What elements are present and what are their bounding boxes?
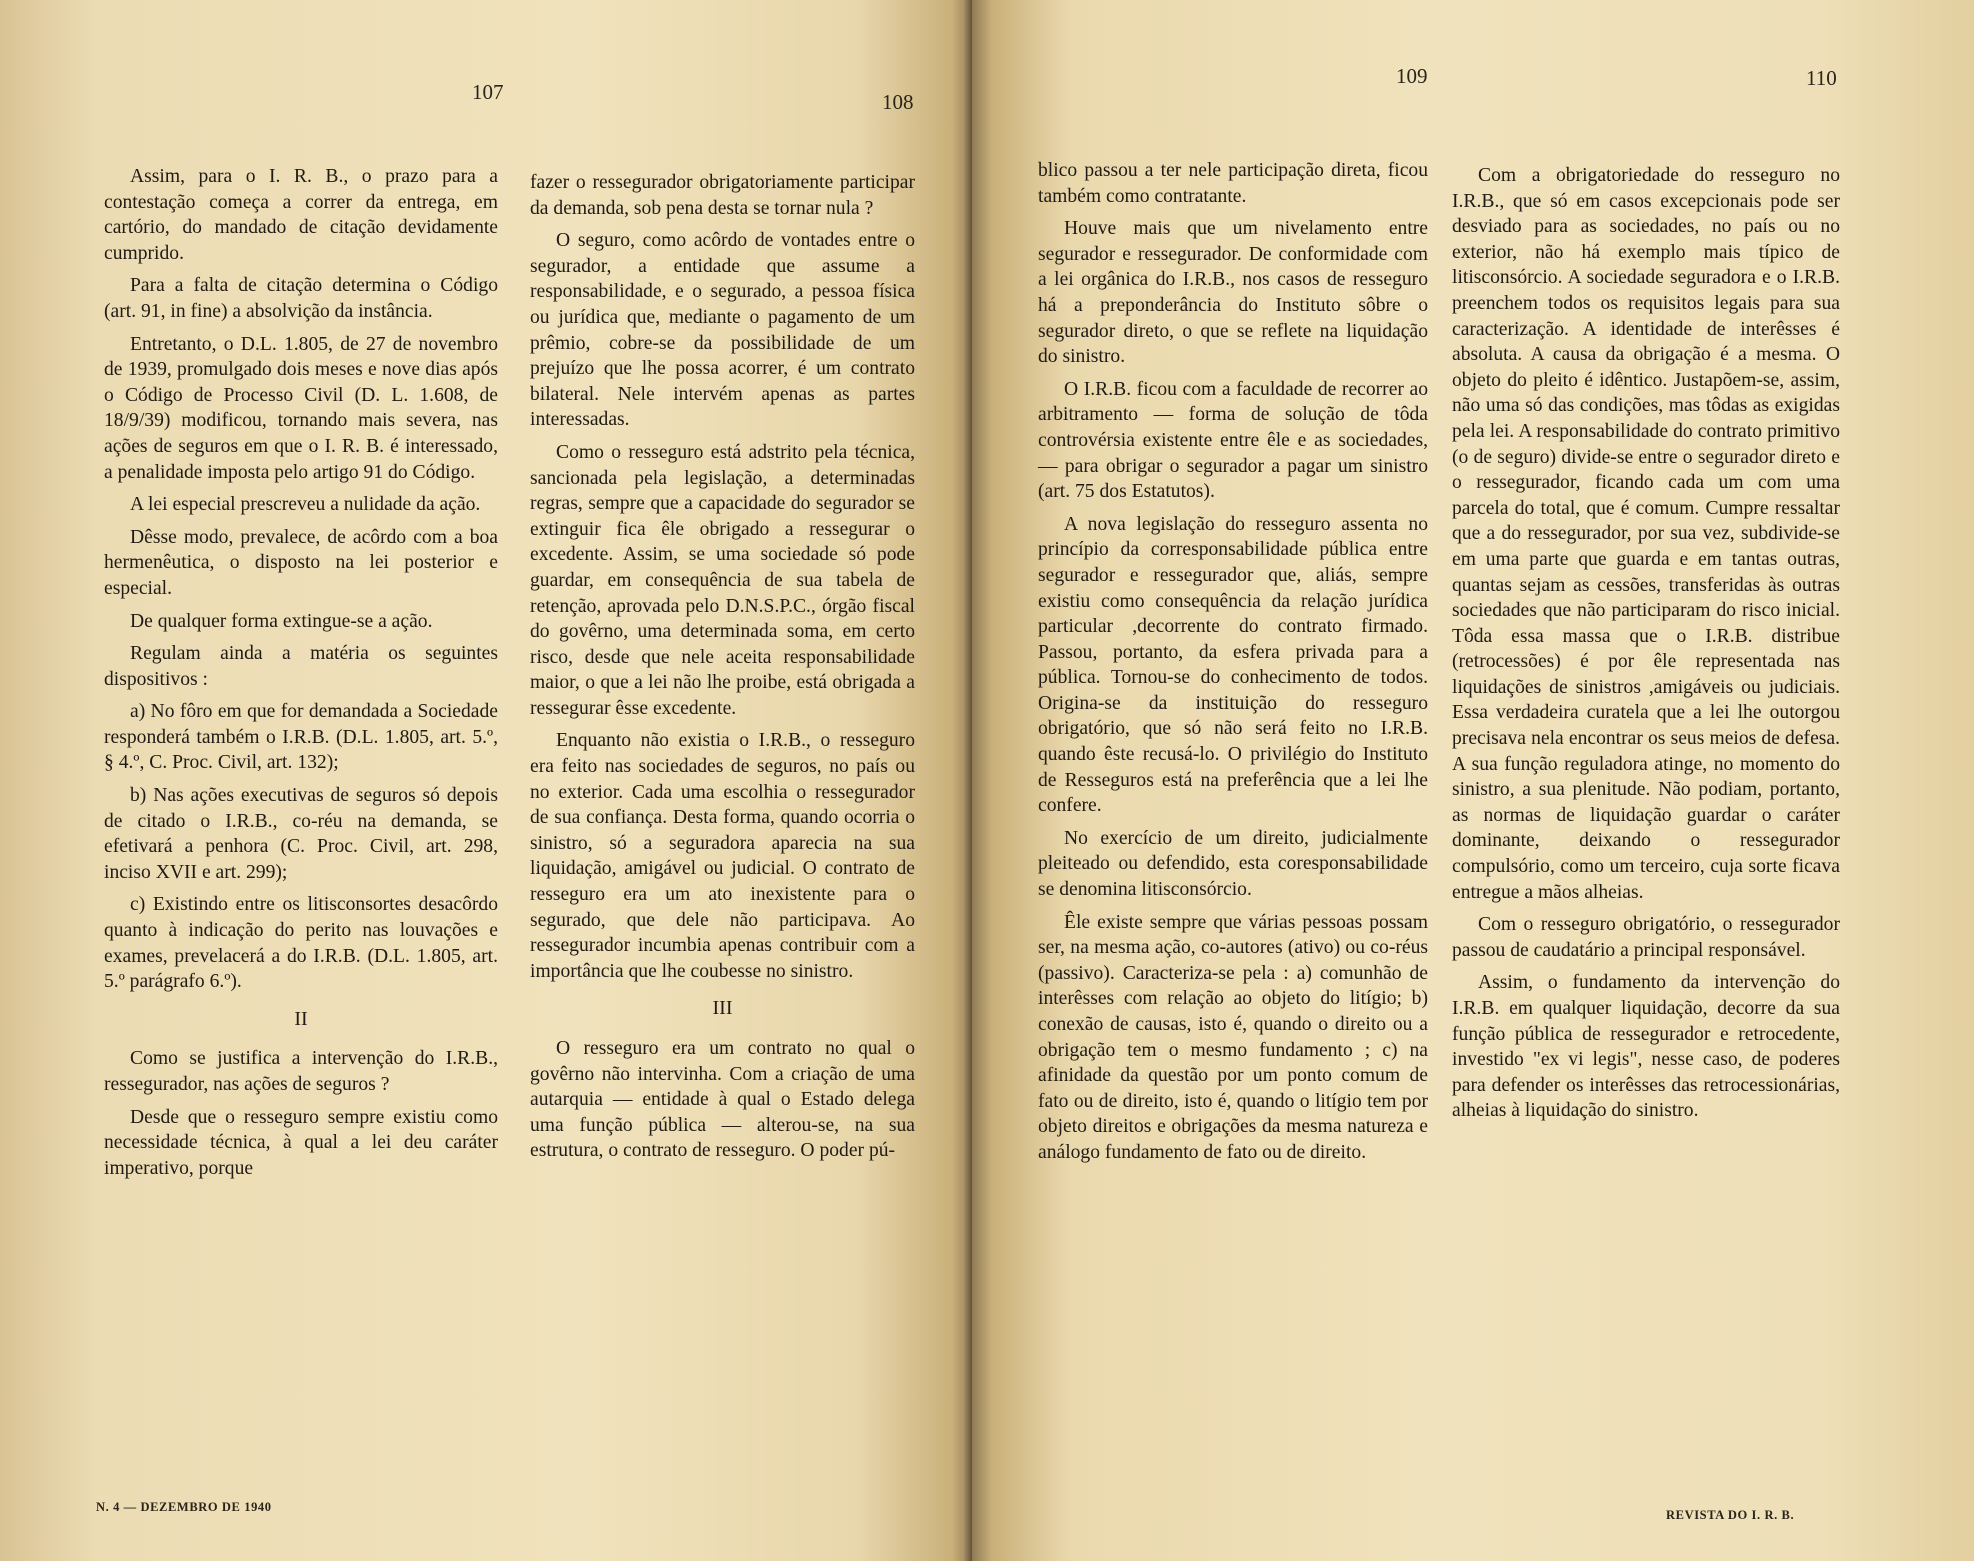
- paragraph: c) Existindo entre os litisconsortes desacôrdo quanto à indicação do perito nas louvações e exames, prevelacerá a do I.R.B. (D.L. 1.805, art. 5.º parágrafo 6.º).: [104, 894, 498, 993]
- paragraph: Assim, para o I. R. B., o prazo para a contestação começa a correr da entrega, em cartório, do mandado de citação devidamente cumprido.: [104, 166, 498, 264]
- paragraph: O seguro, como acôrdo de vontades entre o segurador, a entidade que assume a responsabilidade, e o segurado, a pessoa física ou jurídica que, mediante o pagamento de um prêmio, cobre-se da possibilidade de um prejuízo que lhe possa acorrer, é um contrato bilateral. Nele intervém apenas as partes interessadas.: [530, 230, 915, 431]
- paragraph: Como o resseguro está adstrito pela técnica, sancionada pela legislação, a determinadas regras, sempre que a capacidade do segurador se extinguir fica êle obrigado a ressegurar o excedente. Assim, se uma sociedade só pode guardar, em consequência de sua tabela de retenção, aprovada pelo D.N.S.P.C., órgão fiscal do govêrno, uma determinada soma, em certo risco, desde que nele aceita responsabilidade maior, o que a lei não lhe proibe, está obrigada a ressegurar êsse excedente.: [530, 441, 915, 719]
- journal-footer: REVISTA DO I. R. B.: [1666, 1508, 1795, 1522]
- section-heading-ii: II: [294, 1007, 308, 1030]
- paragraph: Com o resseguro obrigatório, o ressegurador passou de caudatário a principal responsável.: [1452, 914, 1840, 961]
- paragraph: blico passou a ter nele participação direta, ficou também como contratante.: [1038, 160, 1428, 207]
- page-number-107: 107: [472, 80, 504, 104]
- paragraph: Assim, o fundamento da intervenção do I.R.B. em qualquer liquidação, decorre da sua função pública de ressegurador e retrocedente, investido "ex vi legis", nesse caso, de poderes para defender os interêsses das retrocessionárias, alheias à liquidação do sinistro.: [1452, 972, 1840, 1122]
- paragraph: A nova legislação do resseguro assenta no princípio da corresponsabilidade pública entre segurador e ressegurador que, aliás, sempre existiu como consequência da relação jurídica particular ,decorrente do contrato firmado. Passou, portanto, da esfera privada para a pública. Tornou-se do conhecimento de todos. Origina-se da instituição do resseguro obrigatório, que só não será feito no I.R.B. quando êste recusá-lo. O privilégio do Instituto de Resseguros está na preferência que a lei lhe confere.: [1038, 513, 1428, 817]
- issue-footer: N. 4 — DEZEMBRO DE 1940: [96, 1500, 272, 1514]
- paragraph: De qualquer forma extingue-se a ação.: [130, 610, 433, 632]
- paragraph: Regulam ainda a matéria os seguintes dispositivos :: [104, 643, 498, 690]
- left-page-column-1: [104, 164, 498, 1188]
- paragraph: Como se justifica a intervenção do I.R.B., ressegurador, nas ações de seguros ?: [104, 1048, 498, 1095]
- paragraph: Para a falta de citação determina o Código (art. 91, in fine) a absolvição da instância.: [104, 275, 498, 322]
- page-number-110: 110: [1806, 66, 1837, 90]
- paragraph: Houve mais que um nivelamento entre segurador e ressegurador. De conformidade com a lei orgânica do I.R.B., nos casos de resseguro há a preponderância do Instituto sôbre o segurador direto, o que se reflete na liquidação do sinistro.: [1038, 218, 1428, 368]
- right-page-column-1: [1038, 158, 1428, 1173]
- paragraph: Enquanto não existia o I.R.B., o resseguro era feito nas sociedades de seguros, no país ou no exterior. Cada uma escolhia o ressegurador de sua confiança. Desta forma, quando ocorria o sinistro, só a seguradora aparecia na sua liquidação, amigável ou judicial. O contrato de resseguro era um ato inexistente para o segurado, que dele não participava. Ao ressegurador incumbia apenas contribuir com a importância que lhe coubesse no sinistro.: [530, 730, 915, 982]
- paragraph: a) No fôro em que for demandada a Sociedade responderá também o I.R.B. (D.L. 1.805, art. 5.º, § 4.º, C. Proc. Civil, art. 132);: [104, 701, 498, 774]
- left-page-column-2: [530, 170, 915, 1171]
- paragraph: Entretanto, o D.L. 1.805, de 27 de novembro de 1939, promulgado dois meses e nove dias após o Código de Processo Civil (D. L. 1.608, de 18/9/39) modificou, tornando mais severa, nas ações de seguros em que o I. R. B. é interessado, a penalidade imposta pelo artigo 91 do Código.: [104, 333, 498, 483]
- paragraph: Com a obrigatoriedade do resseguro no I.R.B., que só em casos excepcionais pode ser desviado para as sociedades, no país ou no exterior, não há exemplo mais típico de litisconsórcio. A sociedade seguradora e o I.R.B. preenchem todos os requisitos legais para sua caracterização. A identidade de interêsses é absoluta. A causa da obrigação é a mesma. O objeto do pleito é idêntico. Justapõem-se, assim, não uma só das condições, mas tôdas as exigidas pela lei. A responsabilidade do contrato primitivo (o de seguro) divide-se entre o segurador direto e o ressegurador, ficando cada um com uma parcela do total, que é comum. Cumpre ressaltar que a do ressegurador, por sua vez, subdivide-se em uma parte que guarda e em tantas outras, quantas sejam as cessões, transferidas às outras sociedades que não participaram do risco inicial. Tôda essa massa que o I.R.B. distribue (retrocessões) é por êle representada nas liquidações de sinistros ,amigáveis ou judiciais. Essa verdadeira curatela que a lei lhe outorgou precisava nela encontrar os seus meios de defesa. A sua função reguladora atinge, no momento do sinistro, a sua plenitude. Não podiam, portanto, as normas de liquidação guardar o caráter dominante, deixando o ressegurador compulsório, como um terceiro, cuja sorte ficava entregue a mãos alheias.: [1452, 165, 1840, 903]
- page-number-109: 109: [1396, 64, 1428, 88]
- paragraph: Dêsse modo, prevalece, de acôrdo com a boa hermenêutica, o disposto na lei posterior e especial.: [104, 526, 498, 599]
- paragraph: b) Nas ações executivas de seguros só depois de citado o I.R.B., co-réu na demanda, se efetivará a penhora (C. Proc. Civil, art. 298, inciso XVII e art. 299);: [104, 785, 498, 883]
- paragraph: O resseguro era um contrato no qual o govêrno não intervinha. Com a criação de uma autarquia — entidade à qual o Estado delega uma função pública — alterou-se, na sua estrutura, o contrato de resseguro. O poder pú-: [530, 1038, 915, 1162]
- paragraph: Êle existe sempre que várias pessoas possam ser, na mesma ação, co-autores (ativo) ou co-réus (passivo). Caracteriza-se pela : a) comunhão de interêsses com relação ao objeto do litígio; b) conexão de causas, isto é, quando o direito ou a obrigação tem o mesmo fundamento ; c) na afinidade da questão por um ponto comum de fato ou de direito, isto é, quando o litígio tem por objeto direitos e obrigações da mesma natureza e análogo fundamento de fato ou de direito.: [1038, 911, 1428, 1163]
- right-page: [972, 0, 1974, 1561]
- paragraph: Desde que o resseguro sempre existiu como necessidade técnica, à qual a lei deu caráter imperativo, porque: [104, 1106, 498, 1179]
- left-page: [0, 0, 972, 1561]
- paragraph: No exercício de um direito, judicialmente pleiteado ou defendido, esta coresponsabilidade se denomina litisconsórcio.: [1038, 827, 1428, 901]
- paragraph: fazer o ressegurador obrigatoriamente participar da demanda, sob pena desta se tornar nula ?: [530, 172, 915, 219]
- page-number-108: 108: [882, 90, 914, 114]
- section-heading-iii: III: [712, 997, 733, 1020]
- paragraph: A lei especial prescreveu a nulidade da ação.: [130, 494, 481, 516]
- paragraph: O I.R.B. ficou com a faculdade de recorrer ao arbitramento — forma de solução de tôda controvérsia existente entre êle e as sociedades, — para obrigar o segurador a pagar um sinistro (art. 75 dos Estatutos).: [1038, 378, 1428, 503]
- right-page-column-2: [1452, 163, 1840, 1131]
